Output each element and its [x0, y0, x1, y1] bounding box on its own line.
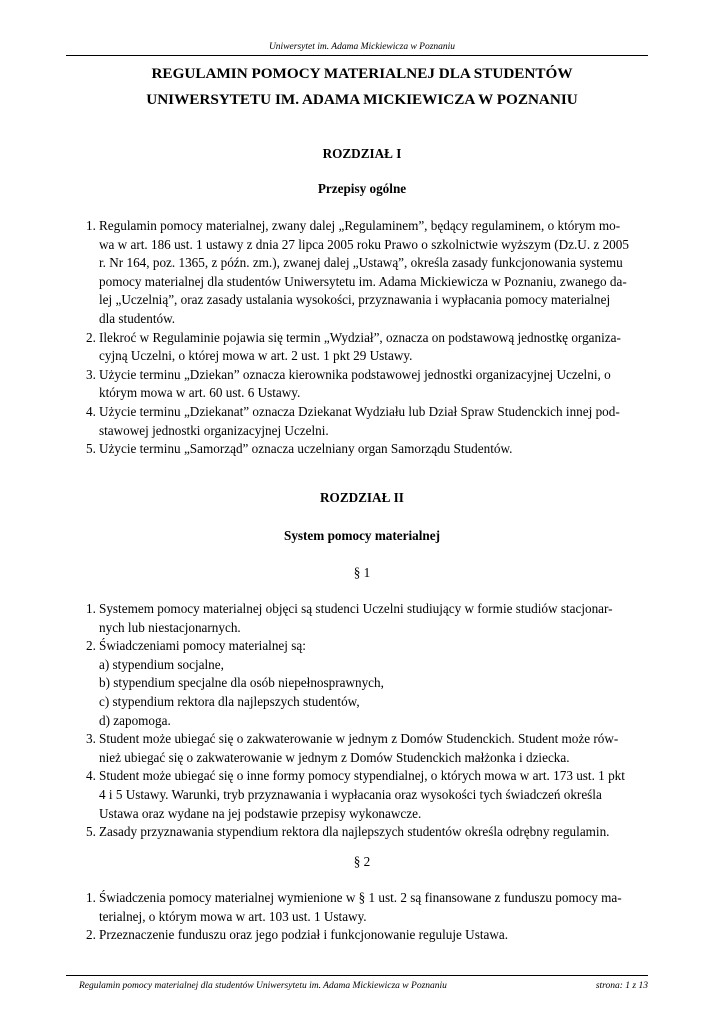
list-item-number: 3.: [86, 366, 96, 382]
list-item: [0, 403, 629, 440]
chapter-1-subheading: Przepisy ogólne: [317, 181, 407, 196]
list-item-line: Użycie terminu „Dziekanat” oznacza Dziekanat Wydziału lub Dział Spraw Studenckich innej pod-: [99, 403, 620, 419]
list-item-line: Student może ubiegać się o inne formy pomocy stypendialnej, o których mowa w art. 173 ust. 1 pkt: [99, 768, 625, 784]
list-item-line: Użycie terminu „Samorząd” oznacza uczelniany organ Samorządu Studentów.: [99, 441, 513, 457]
header-rule: [66, 55, 648, 56]
list-item-line: Użycie terminu „Dziekan” oznacza kierownika podstawowej jednostki organizacyjnej Uczelni, o: [99, 366, 611, 382]
chapter-2-heading: ROZDZIAŁ II: [320, 490, 404, 505]
list-item-line: Świadczenia pomocy materialnej wymienione w § 1 ust. 2 są finansowane z funduszu pomocy ma-: [99, 890, 622, 905]
list-item-line: nież ubiegać się o zakwaterowanie w jednym z Domów Studenckich małżonka i dziecka.: [99, 749, 570, 765]
document-title-line-2: UNIWERSYTETU IM. ADAMA MICKIEWICZA W POZNANIU: [146, 91, 578, 108]
list-item-line: r. Nr 164, poz. 1365, z późn. zm.), zwanej dalej „Ustawą”, określa zasady funkcjonowania systemu: [99, 255, 623, 271]
list-item-line: Regulamin pomocy materialnej, zwany dalej „Regulaminem”, będący regulaminem, o którym mo-: [99, 218, 621, 233]
document-title-line-1: REGULAMIN POMOCY MATERIALNEJ DLA STUDENTÓW: [151, 65, 573, 82]
chapter-2-subheading: System pomocy materialnej: [283, 528, 440, 543]
list-item: [0, 440, 629, 459]
list-item-number: 2.: [86, 927, 96, 943]
list-item-number: 5.: [86, 824, 96, 840]
list-item: [0, 926, 629, 945]
list-item-line: b) stypendium specjalne dla osób niepełnosprawnych,: [99, 675, 384, 691]
list-item: [0, 823, 629, 842]
list-item-line: Ilekroć w Regulaminie pojawia się termin „Wydział”, oznacza on podstawową jednostkę organiza-: [99, 329, 621, 345]
chapter-1-list: [0, 217, 629, 459]
list-item-line: d) zapomoga.: [99, 712, 171, 728]
list-item: [0, 889, 629, 926]
list-item-line: a) stypendium socjalne,: [99, 656, 224, 672]
list-item-line: Student może ubiegać się o zakwaterowanie w jednym z Domów Studenckich. Student może rów-: [99, 731, 619, 747]
list-item-number: 4.: [86, 403, 96, 419]
section-2-list: [0, 889, 629, 945]
list-item-line: którym mowa w art. 60 ust. 6 Ustawy.: [99, 385, 301, 401]
list-item-number: 4.: [86, 768, 96, 784]
list-item-line: lej „Uczelnią”, oraz zasady ustalania wysokości, przyznawania i wypłacania pomocy materialnej: [99, 292, 611, 308]
list-item-line: nych lub niestacjonarnych.: [99, 619, 241, 635]
list-item-number: 1.: [86, 890, 96, 905]
list-item-number: 5.: [86, 441, 96, 457]
list-item-number: 1.: [86, 601, 96, 616]
list-item-line: stawowej jednostki organizacyjnej Uczelni.: [99, 422, 329, 438]
section-1-mark: § 1: [353, 565, 371, 580]
list-item-line: Zasady przyznawania stypendium rektora dla najlepszych studentów określa odrębny regulamin.: [99, 824, 610, 840]
list-item-number: 1.: [86, 218, 96, 233]
footer-page-number: strona: 1 z 13: [595, 981, 648, 991]
list-item: [0, 329, 629, 366]
list-item-line: Przeznaczenie funduszu oraz jego podział i funkcjonowanie reguluje Ustawa.: [99, 927, 509, 943]
list-item-line: Systemem pomocy materialnej objęci są studenci Uczelni studiujący w formie studiów stacjonar-: [99, 601, 613, 616]
list-item-number: 2.: [86, 329, 96, 345]
section-1-list: [0, 600, 629, 842]
list-item-line: Ustawa oraz wydane na jej podstawie przepisy wykonawcze.: [99, 805, 422, 821]
list-item-line: 4 i 5 Ustawy. Warunki, tryb przyznawania i wypłacania oraz wysokości tych świadczeń określa: [99, 786, 602, 802]
section-2-mark: § 2: [353, 854, 371, 869]
list-item-line: wa w art. 186 ust. 1 ustawy z dnia 27 lipca 2005 roku Prawo o szkolnictwie wyższym (Dz.U. z 2005: [99, 236, 629, 252]
list-item: [0, 217, 629, 329]
list-item-number: 2.: [86, 638, 96, 654]
list-item-line: c) stypendium rektora dla najlepszych studentów,: [99, 693, 360, 709]
list-item-number: 3.: [86, 731, 96, 747]
list-item: [0, 637, 629, 730]
page-header: Uniwersytet im. Adama Mickiewicza w Poznaniu: [268, 42, 456, 52]
chapter-1-heading: ROZDZIAŁ I: [322, 146, 402, 161]
footer-document-title: Regulamin pomocy materialnej dla studentów Uniwersytetu im. Adama Mickiewicza w Poznaniu: [79, 981, 447, 991]
list-item: [0, 366, 629, 403]
list-item: [0, 600, 629, 637]
footer-rule: [66, 975, 648, 976]
list-item-line: pomocy materialnej dla studentów Uniwersytetu im. Adama Mickiewicza w Poznaniu, zwanego da-: [99, 273, 627, 289]
list-item-line: terialnej, o którym mowa w art. 103 ust. 1 Ustawy.: [99, 908, 367, 924]
list-item: [0, 730, 629, 767]
list-item-line: cyjną Uczelni, o której mowa w art. 2 ust. 1 pkt 29 Ustawy.: [99, 348, 413, 364]
list-item: [0, 767, 629, 823]
list-item-line: Świadczeniami pomocy materialnej są:: [99, 638, 306, 654]
list-item-line: dla studentów.: [99, 310, 176, 326]
